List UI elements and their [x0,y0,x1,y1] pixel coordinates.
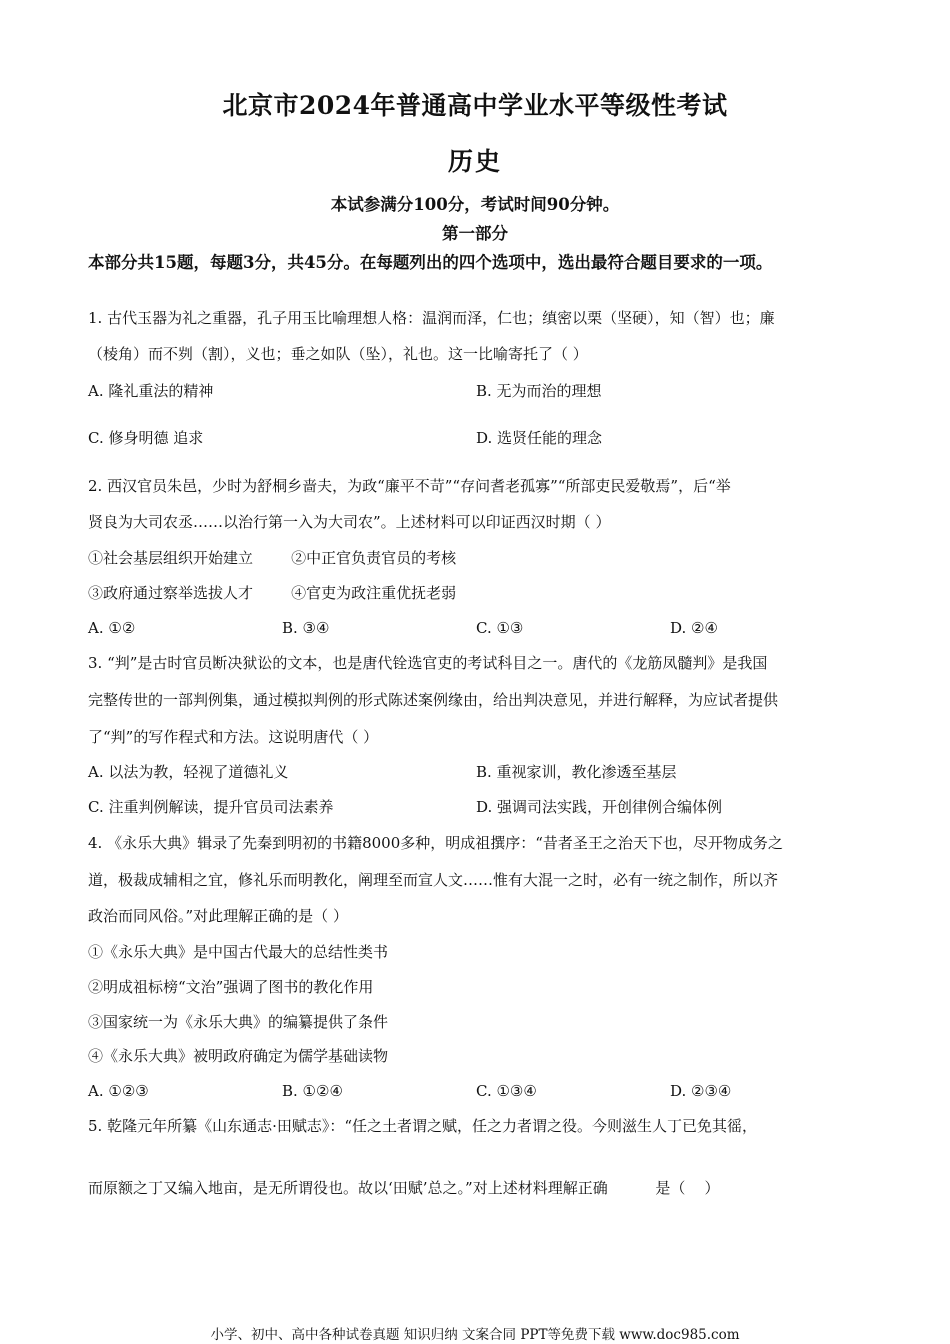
question-3-line-1: 3. “判”是古时官员断决狱讼的文本，也是唐代铨选官吏的考试科目之一。唐代的《龙筋凤髓判》是我国 [88,654,768,672]
subject-title: 历史 [447,147,502,176]
question-4-line-1: 4. 《永乐大典》辑录了先秦到明初的书籍8000多种，明成祖撰序：“昔者圣王之治天下也，尽开物成务之 [88,834,783,852]
question-3-line-3: 了“判”的写作程式和方法。这说明唐代（ ） [88,728,379,746]
question-3-option-b: B. 重视家训，教化渗透至基层 [476,763,677,781]
exam-note: 本试参满分100分，考试时间90分钟。 [330,195,620,214]
question-1-option-c: C. 修身明德 追求 [88,429,204,447]
question-4-line-2: 道，极裁成辅相之宜，修礼乐而明教化，阐理至而宣人文……惟有大混一之时，必有一统之制作，所以齐 [88,871,779,889]
question-3-option-c: C. 注重判例解读，提升官员司法素养 [88,798,334,816]
question-4-statement-1: ①《永乐大典》是中国古代最大的总结性类书 [88,943,389,961]
question-4-line-3: 政治而同风俗。”对此理解正确的是（ ） [88,907,348,925]
question-1-option-a: A. 隆礼重法的精神 [88,382,214,400]
question-2-option-a: A. ①② [88,619,136,637]
question-5-line-2: 而原额之丁又编入地亩，是无所谓役也。故以‘田赋’总之。”对上述材料理解正确 是（ ） [88,1179,720,1197]
question-4-option-b: B. ①②④ [282,1082,343,1100]
question-2-statements-2: ③政府通过察举选拔人才 ④官吏为政注重优抚老弱 [88,584,457,602]
question-1-option-d: D. 选贤任能的理念 [476,429,603,447]
question-2-line-2: 贤良为大司农丞……以治行第一入为大司农”。上述材料可以印证西汉时期（ ） [88,513,611,531]
part-heading: 第一部分 [442,224,508,243]
question-3-option-a: A. 以法为教，轻视了道德礼义 [88,763,289,781]
page-footer: 小学、初中、高中各种试卷真题 知识归纳 文案合同 PPT等免费下载 www.doc985.com [210,1327,740,1343]
exam-title: 北京市2024年普通高中学业水平等级性考试 [222,91,728,120]
question-2-option-c: C. ①③ [476,619,524,637]
part-instruction: 本部分共15题，每题3分，共45分。在每题列出的四个选项中，选出最符合题目要求的一项。 [88,253,773,272]
question-4-statement-3: ③国家统一为《永乐大典》的编纂提供了条件 [88,1013,389,1031]
question-2-option-d: D. ②④ [670,619,718,637]
question-1-option-b: B. 无为而治的理想 [476,382,602,400]
question-1-line-2: （棱角）而不刿（割），义也；垂之如队（坠），礼也。这一比喻寄托了（ ） [88,345,588,363]
question-2-option-b: B. ③④ [282,619,330,637]
question-2-statements-1: ①社会基层组织开始建立 ②中正官负责官员的考核 [88,549,457,567]
question-1-line-1: 1. 古代玉器为礼之重器，孔子用玉比喻理想人格：温润而泽，仁也；缜密以栗（坚硬），知（智）也；廉 [88,309,775,327]
question-3-option-d: D. 强调司法实践，开创律例合编体例 [476,798,723,816]
question-4-option-d: D. ②③④ [670,1082,732,1100]
question-5-line-1: 5. 乾隆元年所纂《山东通志·田赋志》：“任之土者谓之赋，任之力者谓之役。今则滋生人丁已免其徭， [88,1117,758,1135]
question-4-statement-4: ④《永乐大典》被明政府确定为儒学基础读物 [88,1047,389,1065]
question-4-option-c: C. ①③④ [476,1082,537,1100]
question-4-option-a: A. ①②③ [88,1082,149,1100]
question-3-line-2: 完整传世的一部判例集，通过模拟判例的形式陈述案例缘由，给出判决意见，并进行解释，为应试者提供 [88,691,779,709]
question-2-line-1: 2. 西汉官员朱邑，少时为舒桐乡啬夫，为政“廉平不苛”“存问耆老孤寡”“所部吏民爱敬焉”，后“举 [88,477,731,495]
question-4-statement-2: ②明成祖标榜“文治”强调了图书的教化作用 [88,978,374,996]
